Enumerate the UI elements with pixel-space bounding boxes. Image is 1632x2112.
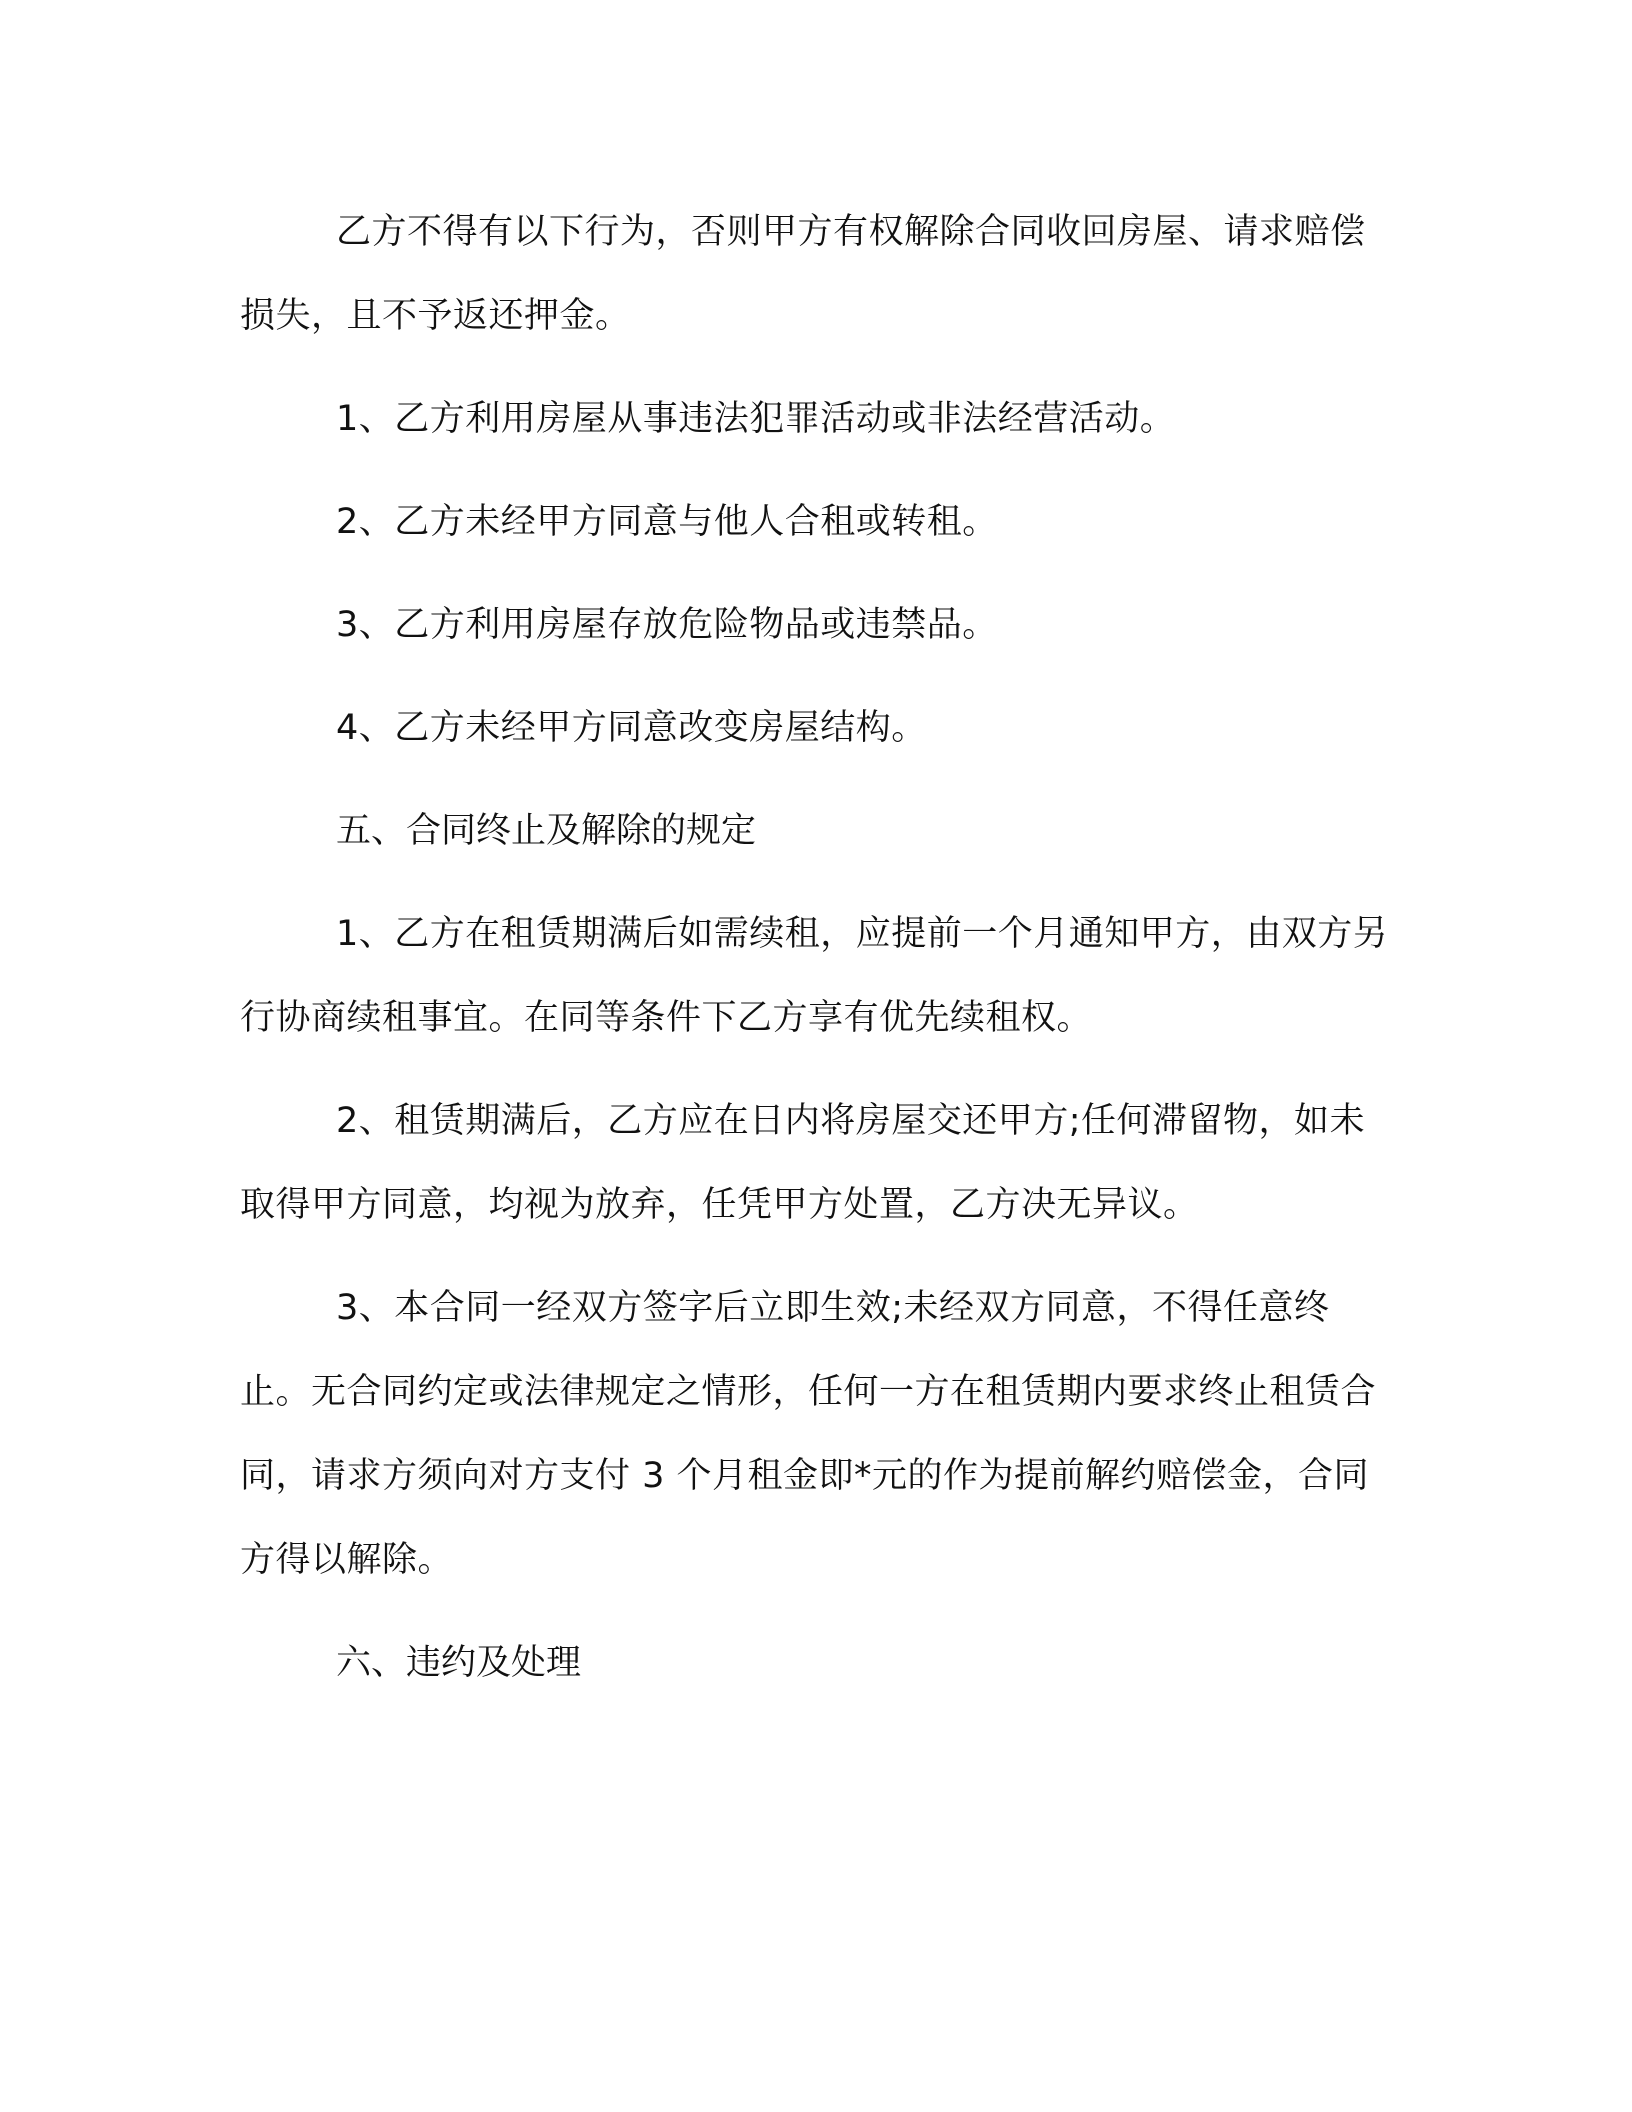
list-item-early-termination: 3、本合同一经双方签字后立即生效;未经双方同意，不得任意终止。无合同约定或法律规定之情形，任何一方在租赁期内要求终止租赁合同，请求方须向对方支付 3 个月租金即*元的作为提前解约赔偿金，合同方得以解除。 — [240, 1288, 1377, 1580]
list-item-sublet: 2、乙方未经甲方同意与他人合租或转租。 — [336, 502, 998, 542]
list-item-structure-change: 4、乙方未经甲方同意改变房屋结构。 — [336, 708, 927, 748]
list-item-return-property: 2、租赁期满后，乙方应在日内将房屋交还甲方;任何滞留物，如未取得甲方同意，均视为放弃，任凭甲方处置，乙方决无异议。 — [240, 1101, 1366, 1225]
document-body — [240, 190, 1400, 1724]
list-item-dangerous-goods: 3、乙方利用房屋存放危险物品或违禁品。 — [336, 605, 998, 645]
section-heading-termination: 五、合同终止及解除的规定 — [336, 811, 757, 851]
paragraph-prohibited-acts: 乙方不得有以下行为，否则甲方有权解除合同收回房屋、请求赔偿损失，且不予返还押金。 — [240, 212, 1366, 336]
section-heading-breach: 六、违约及处理 — [336, 1643, 582, 1683]
list-item-renewal: 1、乙方在租赁期满后如需续租，应提前一个月通知甲方，由双方另行协商续租事宜。在同等条件下乙方享有优先续租权。 — [240, 914, 1389, 1038]
list-item-illegal-activity: 1、乙方利用房屋从事违法犯罪活动或非法经营活动。 — [336, 399, 1176, 439]
